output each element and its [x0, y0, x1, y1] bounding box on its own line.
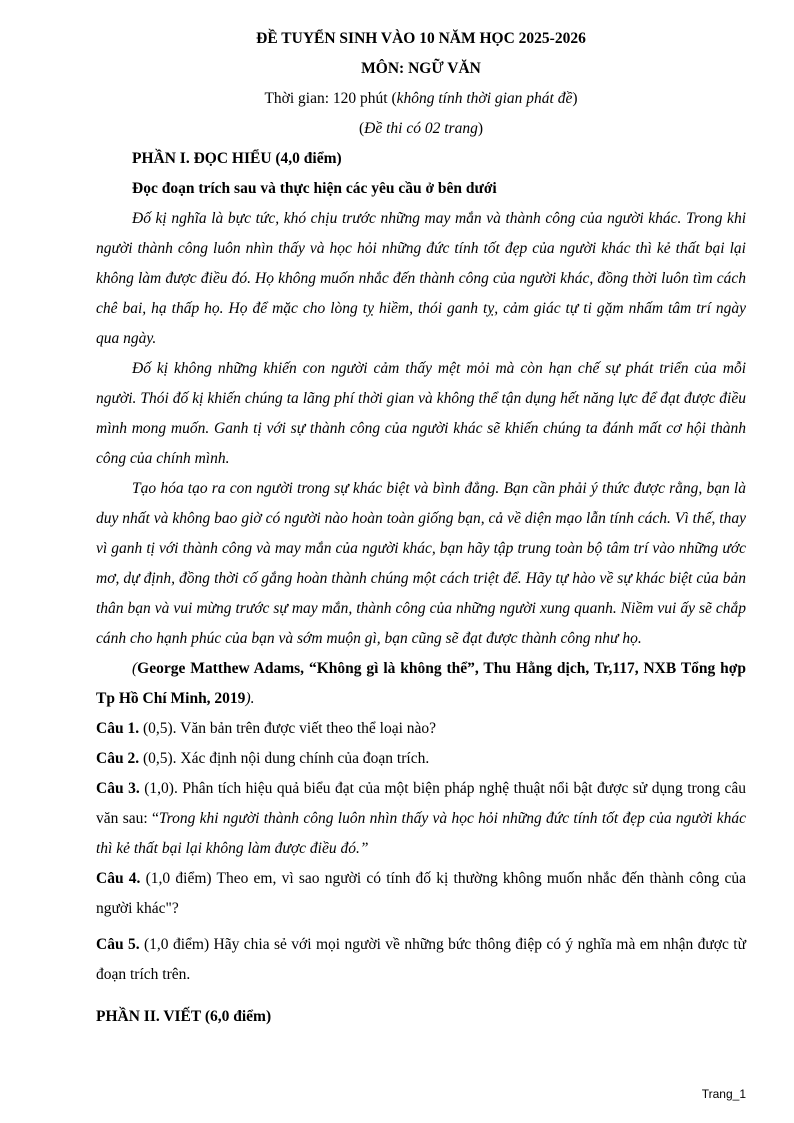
exam-title: ĐỀ TUYỂN SINH VÀO 10 NĂM HỌC 2025-2026 [256, 30, 586, 47]
pages-note: Đề thi có 02 trang [364, 120, 478, 137]
reading-instruction: Đọc đoạn trích sau và thực hiện các yêu cầu ở bên dưới [132, 180, 497, 197]
passage-paragraph: Đố kị nghĩa là bực tức, khó chịu trước những may mắn và thành công của người khác. Trong khi người thành công luôn nhìn thấy và học hỏi những đức tính tốt đẹp của người khác thì kẻ thất bại lại không làm được điều đó. Họ không muốn nhắc đến thành công của người khác, đồng thời luôn tìm cách chê bai, hạ thấp họ. Họ để mặc cho lòng tỵ hiềm, thói ganh tỵ, cảm giác tự ti gặm nhấm tâm trí ngày qua ngày. [96, 210, 746, 347]
part1-heading: PHẦN I. ĐỌC HIỂU (4,0 điểm) [132, 150, 342, 167]
question-quote: Trong khi người thành công luôn nhìn thấy và học hỏi những đức tính tốt đẹp của người khác thì kẻ thất bại lại không làm được điều đó.” [96, 810, 746, 857]
part2-heading: PHẦN II. VIẾT (6,0 điểm) [96, 1008, 272, 1025]
source-close: ). [245, 690, 255, 707]
passage-source [96, 654, 746, 714]
pages-line [96, 114, 746, 144]
question-text: (0,5). Xác định nội dung chính của đoạn trích. [139, 750, 430, 767]
source-citation: George Matthew Adams, “Không gì là không thể”, Thu Hằng dịch, Tr,117, NXB Tổng hợp Tp Hồ Chí Minh, 2019 [96, 660, 746, 707]
exam-header [96, 0, 746, 144]
passage-paragraph: Tạo hóa tạo ra con người trong sự khác biệt và bình đẳng. Bạn cần phải ý thức được rằng, bạn là duy nhất và không bao giờ có người nào hoàn toàn giống bạn, cả về diện mạo lẫn tính cách. Vì thế, thay vì ganh tị với thành công và may mắn của người khác, bạn hãy tập trung toàn bộ tâm trí vào những ước mơ, dự định, đồng thời cố gắng hoàn thành chúng một cách triệt để. Hãy tự hào về sự khác biệt của bản thân bạn và vui mừng trước sự may mắn, thành công của những người xung quanh. Niềm vui ấy sẽ chắp cánh cho hạnh phúc của bạn và sớm muộn gì, bạn cũng sẽ đạt được thành công như họ. [96, 480, 746, 647]
question-label: Câu 4. [96, 870, 141, 887]
time-label: Thời gian: 120 phút ( [264, 90, 397, 107]
question-label: Câu 2. [96, 750, 140, 767]
question-3 [96, 774, 746, 864]
question-label: Câu 5. [96, 936, 140, 953]
exam-body [96, 144, 746, 1032]
passage-paragraph: Đố kị không những khiến con người cảm thấy mệt mỏi mà còn hạn chế sự phát triển của mỗi người. Thói đố kị khiến chúng ta lãng phí thời gian và không thể tận dụng hết năng lực để đạt được điều mình mong muốn. Ganh tị với sự thành công của người khác sẽ khiến chúng ta đánh mất cơ hội thành công của chính mình. [96, 360, 746, 467]
question-1 [96, 714, 746, 744]
page-number: Trang_1 [701, 1087, 746, 1101]
pages-open: ( [359, 120, 365, 137]
question-label: Câu 1. [96, 720, 140, 737]
source-open: ( [132, 660, 138, 677]
question-text: (0,5). Văn bản trên được viết theo thể loại nào? [139, 720, 437, 737]
subject-title: MÔN: NGỮ VĂN [361, 60, 481, 77]
question-text: (1,0 điểm) Hãy chia sẻ với mọi người về những bức thông điệp có ý nghĩa mà em nhận được từ đoạn trích trên. [96, 936, 746, 983]
time-close: ) [572, 90, 578, 107]
question-label: Câu 3. [96, 780, 140, 797]
question-5 [96, 930, 746, 990]
time-note: không tính thời gian phát đề [396, 90, 573, 107]
question-text: (1,0). Phân tích hiệu quả biểu đạt của một biện pháp nghệ thuật nổi bật được sử dụng trong câu văn sau: “ [96, 780, 746, 827]
question-2 [96, 744, 746, 774]
time-line [96, 84, 746, 114]
question-4 [96, 864, 746, 924]
pages-close: ) [477, 120, 483, 137]
question-text: (1,0 điểm) Theo em, vì sao người có tính đố kị thường không muốn nhắc đến thành công của người khác"? [96, 870, 746, 917]
